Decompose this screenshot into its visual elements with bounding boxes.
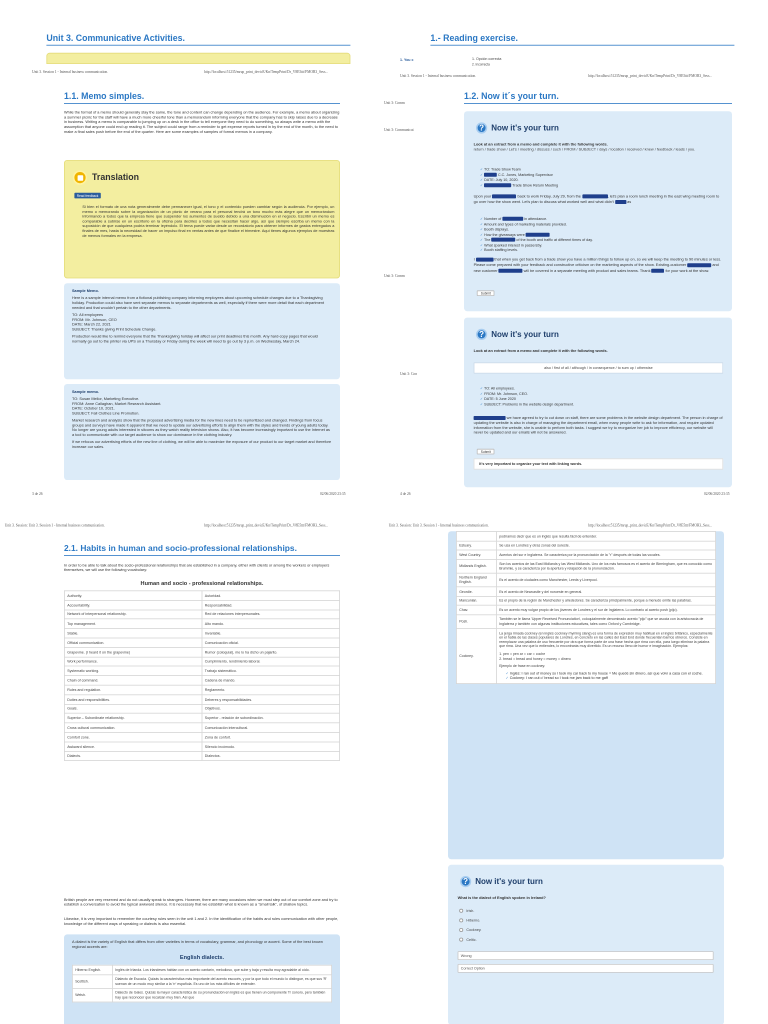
- dialect-name: Midlands English.: [456, 559, 496, 573]
- blank-field[interactable]: [484, 183, 511, 187]
- translation-box: [64, 160, 340, 278]
- vocab-translation: Zona de confort.: [202, 732, 340, 741]
- vocab-translation: Deberes y responsabilidades.: [202, 695, 340, 704]
- dialect-name: Geordie.: [456, 587, 496, 596]
- blank-field[interactable]: [526, 233, 550, 237]
- table-row: [64, 647, 339, 656]
- dialect-name: Cockney.: [456, 629, 496, 684]
- exercise-card-2: ? Now it's your turn Look at an extract from a memo and complete it with the following words. also / first of all / although / in consequence / to sum up / otherwise ✓ TO: All employees. ✓ FROM: Mr. Johnson, CEO. ✓ DATE: 5 June 2020 ✓ SUBJECT: Problems in the website design department. we have agreed to try to cut down on staff, there are some problems in the website design department. The person in charge of updating the website is also in charge of managing the department email, when many people write to ask for information, and require updated information from the website, she is unable to perform both tasks. I suggest we try to reorganize her job to improve efficiency, our website will never be updated and our emails will not be answered. Submit It's very important to organize your text with linking words.: [464, 318, 732, 488]
- blank-field[interactable]: [502, 217, 523, 221]
- card-2-title: Now it's your turn: [491, 330, 559, 339]
- vocab-translation: Responsabilidad.: [202, 600, 340, 609]
- vocab-term: Superior – Subordinate relationship.: [64, 713, 202, 722]
- blank-field[interactable]: [615, 200, 626, 204]
- dialect-description: Es el acento de Newcastle y del noroeste en general.: [496, 587, 715, 596]
- dialect-description: Es el propio de la región de Manchester y alrededores. Se caracteriza principalmente, porque a menudo omite las palabras.: [496, 596, 715, 605]
- blank-field[interactable]: [491, 238, 515, 242]
- sample-memo-2-title: Sample memo.: [72, 390, 100, 395]
- dialect-description: La jerga rimada cockney (en inglés cockney rhyming slang) es una forma de expresión muy habitual en el inglés británico, especialmente en el habla de las clases populares de Londres, en concreto en las calles del East End donde frecuentan barrios obreros. Consiste en reemplazar una palabra de uso frecuente por otra que forma parte de una frase hecha que rima con ella, para luego eliminar la palabra que rima. Una vez que lo entiendes, lo encontrarás muy divertido. Es un recurso lleno de humor e imaginación. Ejemplos: 1. pen = pen ar = car = coche 2. bread = bread and honey = money = dinero Ejemplo de frase en cockney: ✓ Inglés: I ran out of money so I took my car back to my house = Me quedé sin dinero, así que volví a casa con el coche. ✓ Cockney: I ran out o' bread so I took me jam back to me gaff: [496, 629, 715, 684]
- table-row: [456, 605, 715, 614]
- dialect-name: Mancunian.: [456, 596, 496, 605]
- vocab-term: Goals.: [64, 704, 202, 713]
- dialect-name: West Country.: [456, 550, 496, 559]
- read-feedback-badge[interactable]: Read feedback: [74, 193, 100, 199]
- translation-text: Si bien el formato de una nota generalmente debe permanecer igual, el tono y el contenido pueden cambiar según la audiencia. Por ejemplo, un memo o memorando sobre la organización de un picnic de verano para el personal tendrá un tono mucho más alegre que un memorándum informando a todos que la empresa tiene que suspender los aumentos de sueldo debido a una disminución en el negocio. Escribir un memo es comparable a subirse en un escritorio en la oficina para decirles a todos que necesitan hacer algo, así que siempre escriba un memo con la suposición de que cualquiera podría terminar leyéndolo. El tema puede variar desde un recordatorio para obtener informes de gastos entregados a finales de mes, hasta la necesidad de hacer un impulso final en ventas antes de que finalice el trimestre. Aquí tienes algunos ejemplos de muestras de memos formales en la empresa.: [82, 205, 335, 239]
- card-2-instruction: Look at an extract from a memo and complete it with the following words.: [473, 349, 608, 354]
- sample-memo-1-date: DATE: March 22, 2021: [72, 323, 111, 328]
- card-1-list-to: ✓ TO: Trade Show Team: [480, 167, 720, 172]
- vocab-translation: Rumor (coloquial), me lo ha dicho un pajarito.: [202, 647, 340, 656]
- quiz-correct-feedback: Correct Option: [458, 964, 714, 973]
- sample-memo-2-subject: SUBJECT: Fall Clothes Line Promotion.: [72, 412, 140, 416]
- vocab-translation: Red de relaciones interpersonales.: [202, 610, 340, 619]
- vocab-term: Rules and regulation.: [64, 685, 202, 694]
- table-row: [72, 965, 331, 974]
- card-1-list-date: ✓ DATE: July 10, 2020.: [480, 178, 720, 183]
- table-row: [64, 676, 339, 685]
- table-row: [64, 704, 339, 713]
- vocab-term: Official communication.: [64, 638, 202, 647]
- dialect-table-1: [72, 965, 332, 1003]
- vocab-term: Network of interpersonal relationship.: [64, 610, 202, 619]
- vocab-translation: Objetivos.: [202, 704, 340, 713]
- table-row: [456, 532, 715, 541]
- dialect-name: Welsh.: [72, 988, 112, 1002]
- vocab-translation: Dialectos.: [202, 751, 340, 760]
- vocab-term: Stable.: [64, 629, 202, 638]
- vocab-term: Systematic working.: [64, 666, 202, 675]
- table-row: [456, 596, 715, 605]
- dialect-description: Es un acento muy vulgar propio de los jóvenes de Londres y el sur de Inglaterra. Lo contrario al acento posh (pijo).: [496, 605, 715, 614]
- unit-heading: Unit 3. Communicative Activities.: [46, 34, 350, 46]
- table-row: [64, 657, 339, 666]
- vocab-translation: Cadena de mando.: [202, 676, 340, 685]
- memo-section-heading: 1.1. Memo simples.: [64, 92, 340, 104]
- table-row: [64, 638, 339, 647]
- exercise-card-1: ? Now it's your turn Look at an extract from a memo and complete it with the following words. return / trade show / Let's / meeting / discuss / such / FROM / SUBJECT / days / location / received / knew / feedback / leads / you. ✓ TO: Trade Show Team ✓ C.C. Jones, Marketing Supervisor ✓ DATE: July 10, 2020. ✓ Trade Show Return Meeting Upon your back to work Friday, July 29, from the , let's plan a room lunch meeting in the east wing meeting room to go over how the show went. Let's plan to discuss what worked well and what didn't as ✓ Number of in attendance. ✓ Amount and types of marketing materials provided. ✓ Booth displays. ✓ How the giveaways were ✓ The of the booth and traffic at different times of day. ✓ What sparked interest in passersby. ✓ Booth staffing levels. I that when you get back from a trade show you have a million things to follow up on, so we will keep the meeting to 90 minutes or less. Please come prepared with your feedback and constructive criticism on the marketing aspects of the show. Existing-customer and new customer will be covered in a separate meeting with product and sales teams. Thank for your work at the show. Submit: [464, 111, 732, 311]
- vocab-term: Awkward silence.: [64, 742, 202, 751]
- dialect-description: Dialecto de Escocia. Quizás la característica más importante del acento escocés, y por la que todo el mundo lo distingue, es que sus 'R' suenan de un modo muy similar a la 'rr' española. Es uno de los más difíciles de entender.: [112, 974, 331, 988]
- sample-memo-1-body: Here is a sample internal memo from a fictional publishing company informing employees about upcoming schedule changes due to a Thanksgiving holiday. Production could also have sent separate memos to separate departments as well, especially if there were more detail that each department needed and that wouldn't pertain to the other departments.: [72, 296, 325, 311]
- dialect-description: También se le llama 'Upper Received Pronunciation', coloquialmente denominado acento "pijo" que se asocia con la aristocracia de Inglaterra y también con algunas instituciones educativas, tales como Oxford y Cambridge.: [496, 615, 715, 629]
- table-row: [64, 713, 339, 722]
- sample-memo-1-title: Sample Memo.: [72, 289, 99, 294]
- quiz-option[interactable]: Cockney.: [459, 926, 481, 936]
- dialect-name: Posh.: [456, 615, 496, 629]
- quiz-title: Now it's your turn: [475, 877, 543, 886]
- quiz-question: What is the dialect of English spoken in Ireland?: [457, 896, 546, 901]
- quiz-card: [448, 865, 724, 1024]
- table-row: [64, 629, 339, 638]
- sample-memo-2-from: FROM: Anne Callaghan, Market Research Assistant.: [72, 402, 162, 407]
- question-icon: ?: [460, 876, 471, 887]
- blank-field[interactable]: [499, 268, 523, 272]
- vocab-translation: Cumplimiento, rendimiento laboral.: [202, 657, 340, 666]
- blank-field[interactable]: [492, 194, 516, 198]
- habits-intro: In order to be able to talk about the socio-professional relationships that are established in a company, either with clients or among the workers or employers themselves, we will use the following vocabulary:: [64, 564, 330, 573]
- translation-icon: [73, 170, 87, 184]
- quiz-option[interactable]: Celtic.: [459, 935, 481, 945]
- quiz-wrong-feedback: Wrong: [458, 951, 714, 960]
- dialect-table-title: English dialects.: [179, 955, 225, 961]
- table-row: [456, 629, 715, 684]
- vocab-translation: Invariable.: [202, 629, 340, 638]
- sample-memo-1-to: TO: All employees: [72, 313, 104, 318]
- dialects-box-continued: [448, 531, 724, 859]
- vocab-term: Cross cultural communication.: [64, 723, 202, 732]
- table-row: [64, 732, 339, 741]
- dialect-description: Son los acentos de las East Midlands y las West Midlands. Uno de los más famosos es el acento de Birmingham, que es conocido como Brummie, y se caracteriza por la apertura y relajación de la pronunciación.: [496, 559, 715, 573]
- card-1-submit-button[interactable]: Submit: [477, 290, 495, 296]
- card-1-title: Now it's your turn: [491, 123, 559, 133]
- vocab-term: Accountability.: [64, 600, 202, 609]
- card-1-instruction: Look at an extract from a memo and complete it with the following words.: [473, 143, 608, 148]
- dialect-description: Se usa en Londres y otras zonas del sureste.: [496, 541, 715, 550]
- table-row: [64, 751, 339, 760]
- vocab-term: Work performance.: [64, 657, 202, 666]
- blank-field[interactable]: [687, 263, 711, 267]
- table-row: [64, 591, 339, 600]
- habits-paragraph-1: British people are very reserved and do not usually speak to strangers. However, there are many occasions when we must step out of our comfort zone and try to establish a conversation to avoid the typical awkward silence. It is necessary that we establish what is known as a "small talk", of shallow topics.: [64, 898, 338, 908]
- table-row: [72, 974, 331, 988]
- vocab-term: Chain of command.: [64, 676, 202, 685]
- blank-field[interactable]: [484, 173, 497, 177]
- memo-intro-text: While the format of a memo should generally stay the same, the tone and content can change depending on the audience. For example, a memo about organizing a summer picnic for the staff will have a much more cheerful tone than a memorandum informing everyone that the company has to skip raises due to a decrease in business. Writing a memo is comparable to jumping up on a desk in the office to tell everyone they need to do something, so always write a memo with the assumption that anyone could end up reading it. The subject could range from a reminder to get expense reports turned in by the end of the month, to the need to make a final sales push before the end of the quarter. Here are some examples of samples of formal memos in a company.: [64, 111, 340, 135]
- table-row: [456, 587, 715, 596]
- table-row: [64, 666, 339, 675]
- table-row: [64, 723, 339, 732]
- table-row: [64, 695, 339, 704]
- sample-memo-2-closing: If we refocus our advertising efforts of the new line of clothing, we will be able to maximize the exposure of our product to our target market and therefore increase our sales.: [72, 440, 332, 450]
- vocab-term: Top management.: [64, 619, 202, 628]
- dialect-name: Hiberno English.: [72, 965, 112, 974]
- dialect-name: Scottish.: [72, 974, 112, 988]
- table-row: [72, 988, 331, 1002]
- blank-field[interactable]: [652, 268, 665, 272]
- peek-box: 1. You c 1. Opción correcta 2. Incorrecta: [400, 56, 502, 67]
- sample-memo-1-closing: Production would like to remind everyone that the Thanksgiving holiday will affect our print deadlines this month. Any hard-copy pages that would normally go out to the printer via UPS on a Thursday or Friday during the week will need to go out by 3 p.m. on Wednesday, March 24.: [72, 335, 318, 344]
- dialect-table-2: [456, 531, 716, 684]
- question-icon: ?: [476, 122, 487, 133]
- habits-paragraph-2: Likewise, it is very important to remember the courtesy rules seen in the unit 1 and 2. In the identification of the habits and rules communication with other people, knowledge of the different ways of speaking or dialects is also essential.: [64, 917, 339, 927]
- table-row: [456, 615, 715, 629]
- dialect-description: Inglés de Irlanda. Los irlandeses hablan con un acento cantarín, melodioso, que sube y baja y resulta muy agradable al oído.: [112, 965, 331, 974]
- card-2-text: we have agreed to try to cut down on staff, there are some problems in the website design department. The person in charge of updating the website is also in charge of managing the department email, when many people write to ask for information, and require updated information from the website, she is unable to perform both tasks. I suggest we try to reorganize her job to improve efficiency, our website will never be updated and our emails will not be answered.: [473, 416, 723, 436]
- table-row: [64, 742, 339, 751]
- print-page-3: Unit 3. Session: Unit 3. Session 1 - Internal business communication. http://localhost:51235/mrup_print_devicE/Kn/TempPrint/Dr_V8E5ttt/FMOR3_Sess... 2.1. Habits in human and socio-professional relationships. In order to be able to talk about the socio-professional relationships that are established in a company, either with clients or among the workers or employers themselves, we will use the following vocabulary: Human and socio - professional relationships. Authority. Autoridad. Accountability. Responsabilidad. Network of interpersonal relationship. Red de relaciones interpersonales. Top management. Alto mando. Stable. Invariable. Official communication. Comunicación oficial. Grapevine. (I heard it on the grapevine) Rumor (coloquial), me lo ha dicho un pajarito. Work performance. Cumplimiento, rendimiento laboral. Systematic working. Trabajo sistemático. Chain of command. Cadena de mando. Rules and regulation. Reglamento. Duties and responsibilities. Deberes y responsabilidades. Goals. Objetivos. Superior – Subordinate relationship. Superior - relación de subordinación. Cross cultural communication. Comunicación intercultural. Comfort zone. Zona de confort. Awkward silence. Silencio incómodo. Dialects. Dialectos. British people are very reserved and do not usually speak to strangers. However, there are many occasions when we must step out of our comfort zone and try to establish a conversation to avoid the typical awkward silence. It is necessary that we establish what is known as a "small talk", of shallow topics. Likewise, it is very important to remember the courtesy rules seen in the unit 1 and 2. In the identification of the habits and rules communication with other people, knowledge of the different ways of speaking or dialects is also essential. A dialect is the variety of English that differs from other varieties in terms of vocabulary, grammar, and phonology or accent. Some of the best known regional accents are: English dialects. Hiberno English. Inglés de Irlanda. Los irlandeses hablan con un acento cantarín, melodioso, que sube y baja y resulta muy agradable al oído. Scottish. Dialecto de Escocia. Quizás la característica más importante del acento escocés, y por la que todo el mundo lo distingue, es que sus 'R' suenan de un modo muy similar a la 'rr' española. Es uno de los más difíciles de entender. Welsh. Dialecto de Gales. Quizás la mayor característica de su pronunciación en inglés es que tienen un componente 'h' sonoro, pero también hay que reconocer que recalcan muy bien. Así que: [0, 512, 384, 1024]
- vocab-table-title: Human and socio - professional relationships.: [140, 580, 264, 587]
- vocab-term: Dialects.: [64, 751, 202, 760]
- translation-title: Translation: [92, 172, 139, 183]
- dialect-name: Estuary.: [456, 541, 496, 550]
- dialects-box: [64, 934, 340, 1024]
- vocab-term: Duties and responsibilities.: [64, 695, 202, 704]
- vocab-translation: Autoridad.: [202, 591, 340, 600]
- card-2-word-bank: also / first of all / although / in consequence / to sum up / otherwise: [474, 362, 724, 373]
- vocab-translation: Silencio incómodo.: [202, 742, 340, 751]
- print-page-2: 1.- Reading exercise. 1. You c 1. Opción correcta 2. Incorrecta Unit 3. Session 1 - Internal business communication. http://localhost:51235/mrup_print_devicE/Kn/TempPrint/Dr_V8E5ttt/FMOR3_Sess... Unit 3: Comm Unit 3: Communicat Unit 3: Comm Unit 3: Con 1.2. Now it´s your turn. ? Now it's your turn Look at an extract from a memo and complete it with the following words. return / trade show / Let's / meeting / discuss / such / FROM / SUBJECT / days / location / received / knew / feedback / leads / you. ✓ TO: Trade Show Team ✓ C.C. Jones, Marketing Supervisor ✓ DATE: July 10, 2020. ✓ Trade Show Return Meeting Upon your back to work Friday, July 29, from the , let's plan a room lunch meeting in the east wing meeting room to go over how the show went. Let's plan to discuss what worked well and what didn't as ✓ Number of in attendance. ✓ Amount and types of marketing materials provided. ✓ Booth displays. ✓ How the giveaways were ✓ The of the booth and traffic at different times of day. ✓ What sparked interest in passersby. ✓ Booth staffing levels. I that when you get back from a trade show you have a million things to follow up on, so we will keep the meeting to 90 minutes or less. Please come prepared with your feedback and constructive criticism on the marketing aspects of the show. Existing-customer and new customer will be covered in a separate meeting with product and sales teams. Thank for your work at the show. Submit ? Now it's your turn Look at an extract from a memo and complete it with the following words. also / first of all / although / in consequence / to sum up / otherwise ✓ TO: All employees. ✓ FROM: Mr. Johnson, CEO. ✓ DATE: 5 June 2020 ✓ SUBJECT: Problems in the website design department. we have agreed to try to cut down on staff, there are some problems in the website design department. The person in charge of updating the website is also in charge of managing the department email, when many people write to ask for information, and require updated information from the website, she is unable to perform both tasks. I suggest we try to reorganize her job to improve efficiency, our website will never be updated and our emails will not be answered. Submit It's very important to organize your text with linking words. 4 de 26 02/06/2020 23:35: [384, 0, 768, 512]
- dialect-intro: A dialect is the variety of English that differs from other varieties in terms of vocabulary, grammar, and phonology or accent. Some of the best known regional accents are:: [72, 940, 323, 950]
- blank-field[interactable]: [476, 258, 494, 262]
- blank-field[interactable]: [474, 416, 506, 420]
- sample-memo-1: [64, 283, 340, 379]
- blank-field[interactable]: [582, 194, 608, 198]
- dialect-description: Dialecto de Gales. Quizás la mayor característica de su pronunciación en inglés es que tienen un componente 'h' sonoro, pero también hay que reconocer que recalcan muy bien. Así que: [112, 988, 331, 1002]
- card-1-words: return / trade show / Let's / meeting / discuss / such / FROM / SUBJECT / days / location / received / knew / feedback / leads / you.: [473, 148, 696, 152]
- quiz-option[interactable]: Hiberno.: [459, 916, 481, 926]
- sample-memo-1-from: FROM: Mr. Johnson, CEO: [72, 318, 117, 323]
- dialect-name: Chav.: [456, 605, 496, 614]
- sample-memo-2-to: TO: Susan Mellor, Marketing Executive.: [72, 397, 140, 402]
- table-row: [456, 559, 715, 573]
- card-2-submit-button[interactable]: Submit: [477, 449, 495, 455]
- table-row: [456, 541, 715, 550]
- table-row: [64, 685, 339, 694]
- table-row: [456, 550, 715, 559]
- vocab-translation: Superior - relación de subordinación.: [202, 713, 340, 722]
- vocab-term: Authority.: [64, 591, 202, 600]
- table-row: [64, 610, 339, 619]
- quiz-option[interactable]: Irish.: [459, 906, 481, 916]
- vocab-translation: Reglamento.: [202, 685, 340, 694]
- reading-exercise-heading: 1.- Reading exercise.: [430, 34, 734, 46]
- vocab-term: Grapevine. (I heard it on the grapevine): [64, 647, 202, 656]
- dialect-description: Es el acento de ciudades como Manchester, Leeds y Liverpool.: [496, 573, 715, 587]
- dialect-description: Acentos del sur e Inglaterra. Se caracteriza por la pronunciación de la "r" después de todas las vocales.: [496, 550, 715, 559]
- table-row: [456, 573, 715, 587]
- vocab-table: [64, 590, 340, 761]
- dialect-name: [456, 532, 496, 541]
- dialect-name: Northern England English.: [456, 573, 496, 587]
- vocab-term: Comfort zone.: [64, 732, 202, 741]
- vocab-translation: Trabajo sistemático.: [202, 666, 340, 675]
- table-row: [64, 600, 339, 609]
- sample-memo-2: [64, 384, 340, 480]
- print-page-1: Unit 3. Communicative Activities. Unit 3. Session 1 - Internal business communication. http://localhost:51235/mrup_print_devicE/Kn/TempPrint/Dr_V8E5ttt/FMOR3_Sess... 1.1. Memo simples. While the format of a memo should generally stay the same, the tone and content can change depending on the audience. For example, a memo about organizing a summer picnic for the staff will have a much more cheerful tone than a memorandum informing everyone that the company has to skip raises due to a decrease in business. Writing a memo is comparable to jumping up on a desk in the office to tell everyone they need to do something, so always write a memo with the assumption that anyone could end up reading it. The subject could range from a reminder to get expense reports turned in by the end of the month, to the need to make a final sales push before the end of the quarter. Here are some examples of samples of formal memos in a company. Translation Read feedback Si bien el formato de una nota generalmente debe permanecer igual, el tono y el contenido pueden cambiar según la audiencia. Por ejemplo, un memo o memorando sobre la organización de un picnic de verano para el personal tendrá un tono mucho más alegre que un memorándum informando a todos que la empresa tiene que suspender los aumentos de sueldo debido a una disminución en el negocio. Escribir un memo es comparable a subirse en un escritorio en la oficina para decirles a todos que necesitan hacer algo, así que siempre escriba un memo con la suposición de que cualquiera podría terminar leyéndolo. El tema puede variar desde un recordatorio para obtener informes de gastos entregados a finales de mes, hasta la necesidad de hacer un impulso final en ventas antes de que finalice el trimestre. Aquí tienes algunos ejemplos de muestras de memos formales en la empresa. Sample Memo. Here is a sample internal memo from a fictional publishing company informing employees about upcoming schedule changes due to a Thanksgiving holiday. Production could also have sent separate memos to separate departments as well, especially if there were more detail that each department needed and that wouldn't pertain to the other departments. TO: All employees FROM: Mr. Johnson, CEO DATE: March 22, 2021 SUBJECT: Thanks giving Print Schedule Change. Production would like to remind everyone that the Thanksgiving holiday will affect our print deadlines this month. Any hard-copy pages that would normally go out to the printer via UPS on a Thursday or Friday during the week will need to go out by 3 p.m. on Wednesday, March 24. Sample memo. TO: Susan Mellor, Marketing Executive. FROM: Anne Callaghan, Market Research Assistant. DATE: October 10, 2021. SUBJECT: Fall Clothes Line Promotion. Market research and analysis show that the proposed advertising media for the new lines need to be reprioritized and changed. Findings from focus groups and surveys have made it apparent that we need to update our advertising efforts to align them with the styles and trends of young adults today. No longer are young adults interested in sitcoms as they watch reality television shows. Also, it has become increasingly important to use the Internet as a tool to communicate with our target audience to show our dominance in the clothing industry. If we refocus our advertising efforts of the new line of clothing, we will be able to maximize the exposure of our product to our target market and therefore increase our sales. 3 de 26 02/06/2020 23:35: [0, 0, 384, 512]
- habits-heading: 2.1. Habits in human and socio-professional relationships.: [64, 544, 340, 556]
- now-your-turn-heading: 1.2. Now it´s your turn.: [464, 92, 732, 104]
- sample-memo-2-body: Market research and analysis show that the proposed advertising media for the new lines need to be reprioritized and changed. Findings from focus groups and surveys have made it apparent that we need to update our advertising efforts to align them with the styles and trends of young adults today. No longer are young adults interested in sitcoms as they watch reality television shows. Also, it has become increasingly important to use the Internet as a tool to communicate with our target audience to show our dominance in the clothing industry.: [72, 419, 330, 438]
- sample-memo-1-subject: SUBJECT: Thanks giving Print Schedule Change.: [72, 328, 157, 332]
- table-row: [64, 619, 339, 628]
- vocab-translation: Comunicación oficial.: [202, 638, 340, 647]
- print-page-4: Unit 3. Session: Unit 3. Session 1 - Internal business communication. http://localhost:51235/mrup_print_devicE/Kn/TempPrint/Dr_V8E5ttt/FMOR3_Sess... podríamos decir que es un inglés que resulta fácil de entender. Estuary. Se usa en Londres y otras zonas del sureste. West Country. Acentos del sur e Inglaterra. Se caracteriza por la pronunciación de la "r" después de todas las vocales. Midlands English. Son los acentos de las East Midlands y las West Midlands. Uno de los más famosos es el acento de Birmingham, que es conocido como Brummie, y se caracteriza por la apertura y relajación de la pronunciación. Northern England English. Es el acento de ciudades como Manchester, Leeds y Liverpool. Geordie. Es el acento de Newcastle y del noroeste en general. Mancunian. Es el propio de la región de Manchester y alrededores. Se caracteriza principalmente, porque a menudo omite las palabras. Chav. Es un acento muy vulgar propio de los jóvenes de Londres y el sur de Inglaterra. Lo contrario al acento posh (pijo). Posh. También se le llama 'Upper Received Pronunciation', coloquialmente denominado acento "pijo" que se asocia con la aristocracia de Inglaterra y también con algunas instituciones educativas, tales como Oxford y Cambridge. Cockney. La jerga rimada cockney (en inglés cockney rhyming slang) es una forma de expresión muy habitual en el inglés británico, especialmente en el habla de las clases populares de Londres, en concreto en las calles del East End donde frecuentan barrios obreros. Consiste en reemplazar una palabra de uso frecuente por otra que forma parte de una frase hecha que rima con ella, para luego eliminar la palabra que rima. Una vez que lo entiendes, lo encontrarás muy divertido. Es un recurso lleno de humor e imaginación. Ejemplos: 1. pen = pen ar = car = coche 2. bread = bread and honey = money = dinero Ejemplo de frase en cockney: ✓ Inglés: I ran out of money so I took my car back to my house = Me quedé sin dinero, así que volví a casa con el coche. ✓ Cockney: I ran out o' bread so I took me jam back to me gaff ? Now it's your turn What is the dialect of English spoken in Ireland? Irish. Hiberno. Cockney. Celtic. Wrong Correct Option: [384, 512, 768, 1024]
- question-icon: ?: [476, 329, 487, 340]
- card-2-result-message: It's very important to organize your text with linking words.: [474, 458, 724, 469]
- vocab-translation: Alto mando.: [202, 619, 340, 628]
- dialect-description: podríamos decir que es un inglés que resulta fácil de entender.: [496, 532, 715, 541]
- peek-box: [46, 53, 350, 64]
- sample-memo-2-date: DATE: October 10, 2021.: [72, 407, 115, 412]
- vocab-translation: Comunicación intercultural.: [202, 723, 340, 732]
